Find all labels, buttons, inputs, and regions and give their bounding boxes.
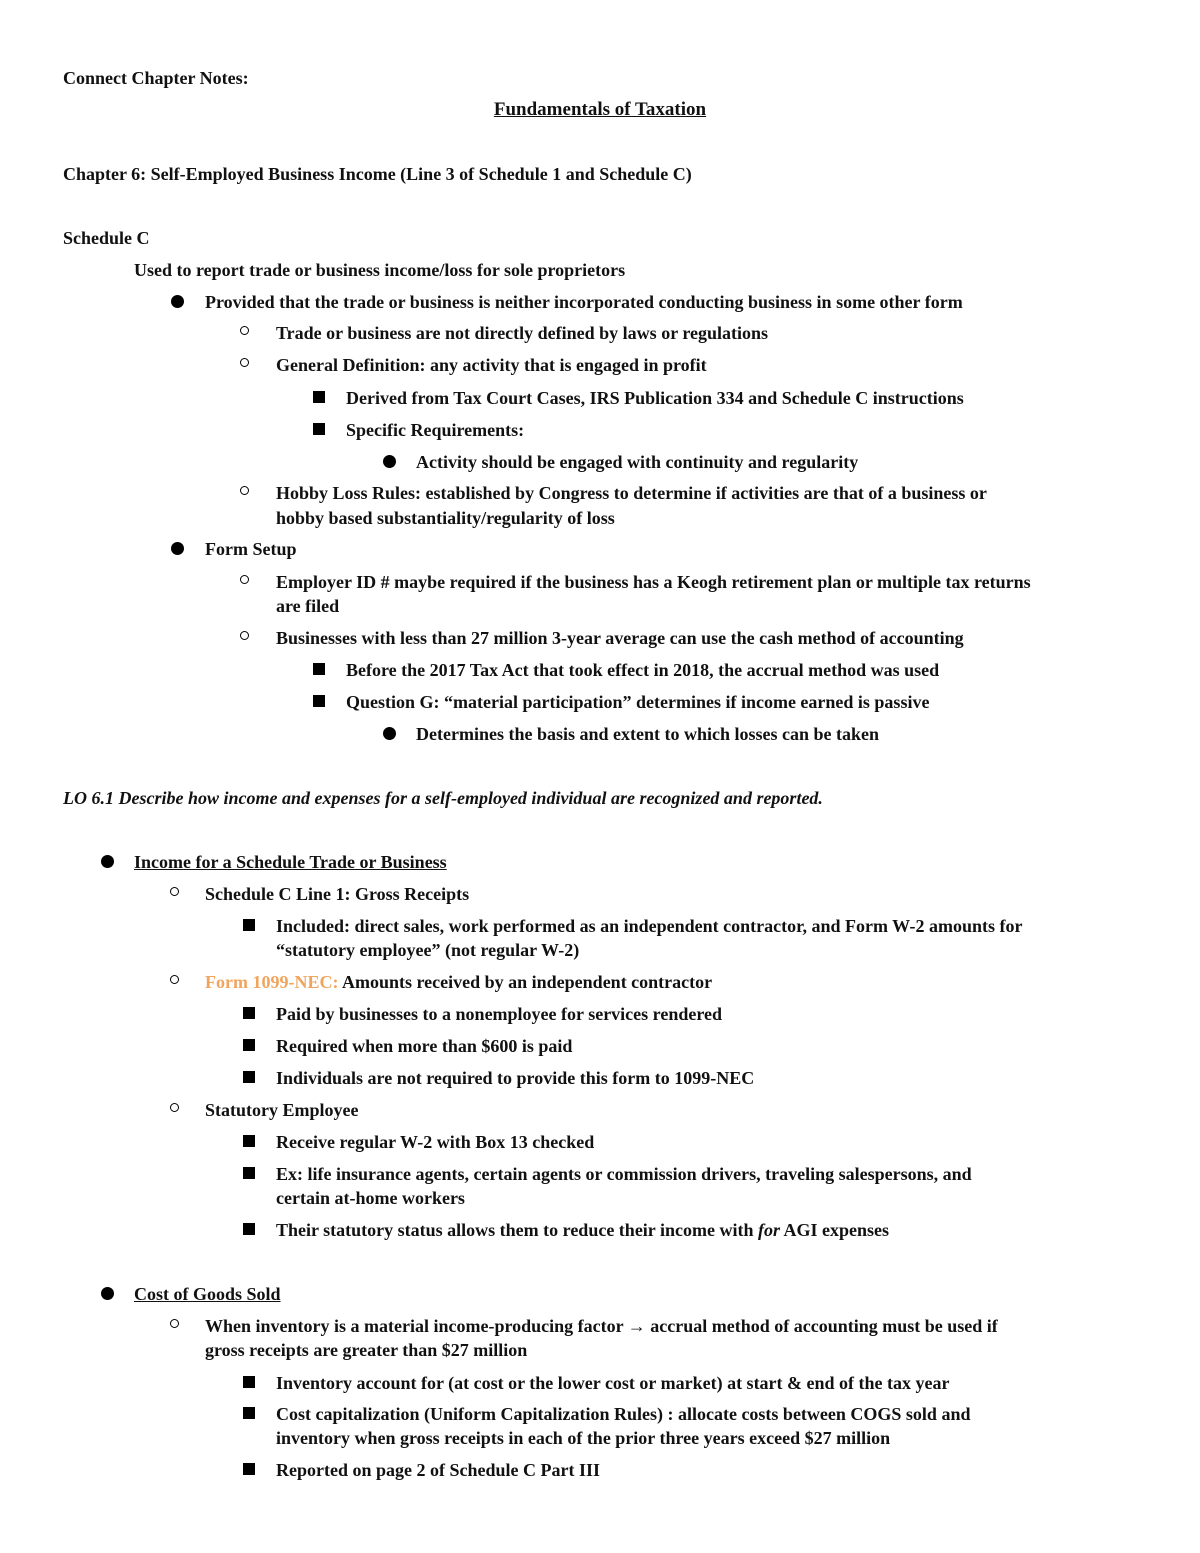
list-item: When inventory is a material income-producing factor → accrual method of accounting must be used if [205,1316,998,1336]
list-item: Required when more than $600 is paid [276,1036,573,1056]
list-item: Derived from Tax Court Cases, IRS Publication 334 and Schedule C instructions [346,388,964,408]
disc-bullet-icon [171,295,184,308]
statutory-text-end: AGI expenses [779,1220,889,1240]
list-item: Reported on page 2 of Schedule C Part III [276,1460,600,1480]
circle-bullet-icon [170,975,179,984]
square-bullet-icon [243,1407,255,1419]
list-item: Cost capitalization (Uniform Capitalization Rules) : allocate costs between COGS sold and [276,1404,971,1424]
list-item: Trade or business are not directly defined by laws or regulations [276,323,769,343]
disc-bullet-icon [383,727,396,740]
square-bullet-icon [313,391,325,403]
list-item: Specific Requirements: [346,420,525,440]
square-bullet-icon [313,695,325,707]
list-item: Receive regular W-2 with Box 13 checked [276,1132,595,1152]
list-item: Schedule C Line 1: Gross Receipts [205,884,470,904]
doc-header: Connect Chapter Notes: [63,68,249,88]
form-1099-nec-text: Amounts received by an independent contractor [338,972,713,992]
circle-bullet-icon [170,887,179,896]
chapter-heading: Chapter 6: Self-Employed Business Income (Line 3 of Schedule 1 and Schedule C) [63,164,692,184]
circle-bullet-icon [240,486,249,495]
list-item-continued: are filed [276,596,340,616]
form-1099-nec-label: Form 1099-NEC: [205,972,339,992]
list-item-continued: hobby based substantiality/regularity of loss [276,508,615,528]
list-item: Form Setup [205,539,297,559]
list-item: Determines the basis and extent to which losses can be taken [416,724,879,744]
statutory-text-start: Their statutory status allows them to reduce their income with [276,1220,758,1240]
list-item: Included: direct sales, work performed as an independent contractor, and Form W-2 amounts for [276,916,1023,936]
list-item: Businesses with less than 27 million 3-year average can use the cash method of accounting [276,628,964,648]
for-italic-text: for [757,1220,780,1240]
disc-bullet-icon [383,455,396,468]
circle-bullet-icon [170,1319,179,1328]
square-bullet-icon [313,663,325,675]
list-item: Question G: “material participation” determines if income earned is passive [346,692,930,712]
square-bullet-icon [243,1463,255,1475]
section-heading-cogs: Cost of Goods Sold [134,1284,281,1304]
list-item: Inventory account for (at cost or the lower cost or market) at start & end of the tax year [276,1373,950,1393]
list-item: Provided that the trade or business is neither incorporated conducting business in some other form [205,292,963,312]
circle-bullet-icon [240,575,249,584]
circle-bullet-icon [240,631,249,640]
list-item: Activity should be engaged with continuity and regularity [416,452,859,472]
list-item: Before the 2017 Tax Act that took effect in 2018, the accrual method was used [346,660,940,680]
list-item: Statutory Employee [205,1100,359,1120]
section-heading-income: Income for a Schedule Trade or Business [134,852,447,872]
list-item-continued: “statutory employee” (not regular W-2) [276,940,580,960]
square-bullet-icon [313,423,325,435]
square-bullet-icon [243,919,255,931]
square-bullet-icon [243,1135,255,1147]
circle-bullet-icon [240,326,249,335]
schedule-c-intro: Used to report trade or business income/loss for sole proprietors [134,260,626,280]
doc-title: Fundamentals of Taxation [493,99,707,120]
square-bullet-icon [243,1071,255,1083]
square-bullet-icon [243,1223,255,1235]
list-item: Paid by businesses to a nonemployee for services rendered [276,1004,722,1024]
list-item: General Definition: any activity that is engaged in profit [276,355,707,375]
circle-bullet-icon [240,358,249,367]
square-bullet-icon [243,1376,255,1388]
list-item [205,970,712,994]
list-item: Ex: life insurance agents, certain agents or commission drivers, traveling salespersons, and [276,1164,972,1184]
disc-bullet-icon [101,855,114,868]
schedule-c-heading: Schedule C [63,228,150,248]
list-item: Hobby Loss Rules: established by Congress to determine if activities are that of a business or [276,483,987,503]
disc-bullet-icon [101,1287,114,1300]
square-bullet-icon [243,1167,255,1179]
list-item: Employer ID # maybe required if the business has a Keogh retirement plan or multiple tax returns [276,572,1031,592]
list-item: Individuals are not required to provide this form to 1099-NEC [276,1068,755,1088]
list-item-continued: inventory when gross receipts in each of the prior three years exceed $27 million [276,1428,891,1448]
circle-bullet-icon [170,1103,179,1112]
list-item [276,1218,889,1242]
square-bullet-icon [243,1007,255,1019]
list-item-continued: gross receipts are greater than $27 million [205,1340,528,1360]
lo-6-1-heading: LO 6.1 Describe how income and expenses for a self-employed individual are recognized and reported. [63,788,823,808]
disc-bullet-icon [171,542,184,555]
list-item-continued: certain at-home workers [276,1188,465,1208]
square-bullet-icon [243,1039,255,1051]
